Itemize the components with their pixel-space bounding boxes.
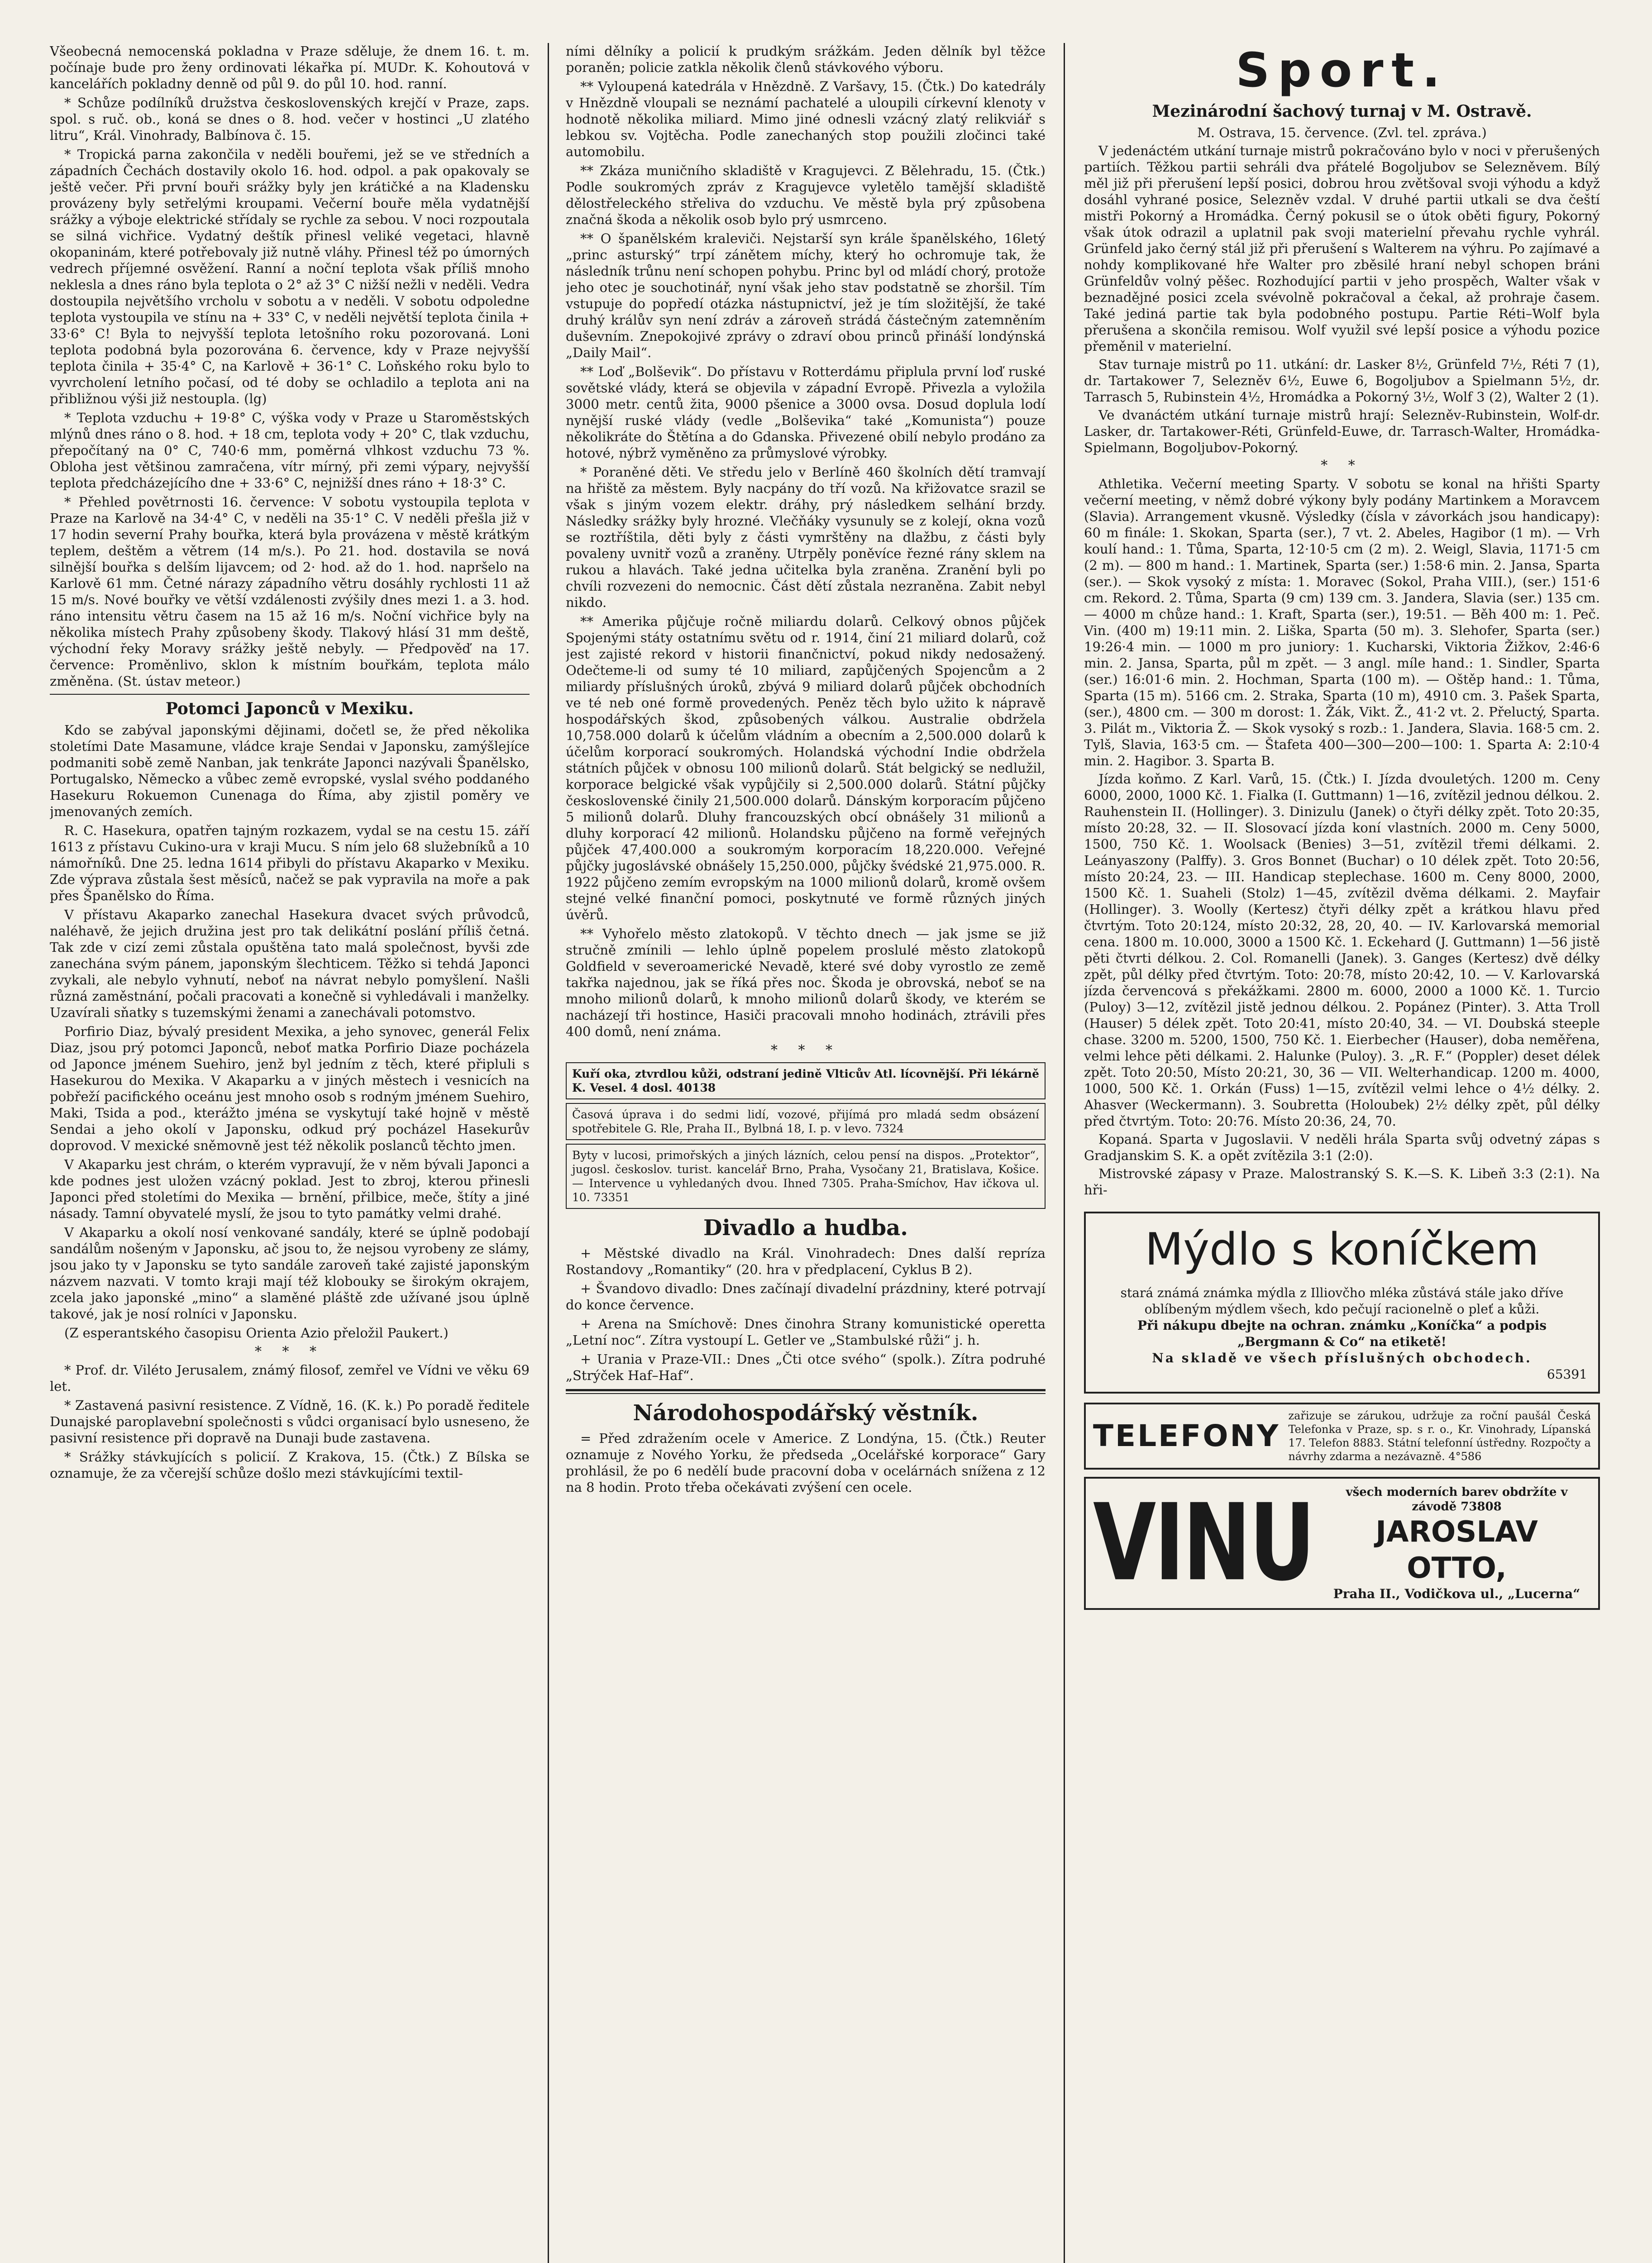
news-item: ními dělníky a policií k prudkým srážkám. Jeden dělník byl těžce poraněn; policie zatkla několik členů stávkového výboru. xyxy=(566,43,1046,75)
telephone-advertisement xyxy=(1084,1403,1600,1470)
football-report: Kopaná. Sparta v Jugoslavii. V neděli hrála Sparta svůj odvetný zápas s Gradjanskim S. K. a opět zvítězila 3:1 (2:0). xyxy=(1084,1132,1600,1163)
ad-number: 65391 xyxy=(1547,1367,1587,1382)
theatre-item: + Městské divadlo na Král. Vinohradech: Dnes další repríza Rostandovy „Romantiky“ (20. hra v předplacení, Cyklus B 2). xyxy=(566,1246,1046,1277)
divider xyxy=(566,1389,1046,1394)
article-paragraph: V jedenáctém utkání turnaje mistrů pokračováno bylo v noci v přerušených partiích. Těžkou partii sehráli dva přátelé Bogoljubov se Selezněvem. Bílý měl již při přerušení lepší posici, dobrou hrou zvětšoval svoji výhodu a když dosáhl vyhrané posice, Selezněv vzdal. V druhé partii utkali se dva čeští mistři Pokorný a Hromádka. Černý pokusil se o útok oběti figury, Pokorný však útok odrazil a uplatnil pak svoji materielní převahu rychle vyhrál. Grünfeld jako černý stál již při přerušení s Walterem na výhru. Po zajímavé a nohdy komplikované hře Walter pro zběsilé hraní nebyl schopen bráni Grünfeldův volný pěšec. Rozhodující partii v jeho prospěch, Walter však v beznadějné posici zcela svévolně pokračoval a čekal, až prohraje časem. Také jediná partie tak byla podobného postupu. Partie Réti–Wolf byla přerušena a skončila remisou. Wolf využil své lepší posice a výhodu pozice přeměnil v materielní. xyxy=(1084,143,1600,354)
news-item: * Prof. dr. Viléto Jerusalem, známý filosof, zemřel ve Vídni ve věku 69 let. xyxy=(50,1362,530,1394)
article-source: (Z esperantského časopisu Orienta Azio přeložil Paukert.) xyxy=(64,1325,449,1341)
separator-stars: * * xyxy=(1321,458,1363,473)
classified-ad: Kuří oka, ztvrdlou kůži, odstraní jedině Vlticův Atl. lícovnější. Při lékárně K. Vesel. 4 dosl. 40138 xyxy=(566,1062,1046,1099)
article-paragraph: R. C. Hasekura, opatřen tajným rozkazem, vydal se na cestu 15. září 1613 z přístavu Cukino-ura v kraji Mucu. S ním jelo 68 služebníků a 10 námořníků. Dne 25. ledna 1614 přibyli do přístavu Akaparko v Mexiku. Zde výprava zůstala šest měsíců, načež se pak vypravila na moře a pak přes Španělsko do Říma. xyxy=(50,823,530,903)
news-item: ** Vyloupená katedrála v Hnězdně. Z Varšavy, 15. (Čtk.) Do katedrály v Hnězdně vloupali se neznámí pachatelé a uloupili církevní klenoty v hodnotě několika miliard. Mimo jiné odnesli vzácný zlatý relikviář s lebkou sv. Vojtěcha. Podle zanechaných stop použili zločinci také automobilu. xyxy=(566,79,1046,159)
news-item: * Přehled povětrnosti 16. července: V sobotu vystoupila teplota v Praze na Karlově na 34·4° C, v neděli na 35·1° C. V neděli přešla již v 17 hodin severní Prahy bouřka, která byla provázena v městě krátkým teplem, deštěm a větrem (14 m/s.). Po 21. hod. dostavila se nová silnější bouřka s delším lijavcem; od 2· hod. až do 1. hod. napršelo na Karlově 61 mm. Četné nárazy západního větru dosáhly rychlosti 11 až 15 m/s. Nové bouřky ve větší vzdálenosti zvýšily dnes mezi 1. a 3. hod. ráno intensitu větru časem na 15 až 16 m/s. Noční vichřice byly na několika místech Prahy způsobeny škody. Tlakový hlásí 31 mm deště, východní řeky Moravy srážky ještě nebyly. — Předpověď na 17. července: Proměnlivo, sklon k místním bouřkám, teplota málo změněna. (St. ústav meteor.) xyxy=(50,494,530,689)
article-paragraph: V přístavu Akaparko zanechal Hasekura dvacet svých průvodců, naléhavě, že jejich družina jest pro tak delikátní poslání příliš četná. Tak zde v cizí zemi zůstala opuštěna tato malá společnost, byvši zde zanechána svým pánem, japonským šlechticem. Těžko si tehdá Japonci zvykali, ale nebylo vyhnutí, neboť na návrat nebylo pomyšlení. Našli různá zaměstnání, počali pracovati a konečně si vyhledávali i manželky. Uzavírali sňatky s tuzemskými ženami a zanechávali potomstvo. xyxy=(50,907,530,1020)
economy-item: = Před zdražením ocele v Americe. Z Londýna, 15. (Čtk.) Reuter oznamuje z Nového Yorku, že předseda „Ocelářské korporace“ Gary prohlásil, že po 6 nedělí bude pracovní doba v ocelárnách snížena z 12 na 8 hodin. Proto třeba očekávati zvýšení cen ocele. xyxy=(566,1431,1046,1495)
vinu-logo: VINU xyxy=(1093,1481,1314,1605)
article-paragraph: Stav turnaje mistrů po 11. utkání: dr. Lasker 8½, Grünfeld 7½, Réti 7 (1), dr. Tartakower 7, Selezněv 6½, Euwe 6, Bogoljubov a Spielmann 5½, dr. Tarrasch 5, Rubinstein 4½, Hromádka a Pokorný 3½, Wolf 3 (2), Walter 2 (1). xyxy=(1084,357,1600,405)
soap-advertisement xyxy=(1084,1212,1600,1394)
classified-ad: Časová úprava i do sedmi lidí, vozové, přijímá pro mladá sedm obsázení spotřebitele G. Rle, Praha II., Bylbná 18, I. p. v levo. 7324 xyxy=(566,1103,1046,1140)
dateline: M. Ostrava, 15. července. (Zvl. tel. zpráva.) xyxy=(1197,125,1487,140)
column-right xyxy=(1084,43,1600,2263)
news-item: * Schůze podílníků družstva československých krejčí v Praze, zaps. spol. s ruč. ob., koná se dnes o 8. hod. večer v hostinci „U zlatého litru“, Král. Vinohrady, Balbínova č. 15. xyxy=(50,95,530,143)
football-report: Mistrovské zápasy v Praze. Malostranský S. K.—S. K. Libeň 3:3 (2:1). Na hři- xyxy=(1084,1166,1600,1198)
theatre-item: + Urania v Praze-VII.: Dnes „Čti otce svého“ (spolk.). Zítra podruhé „Strýček Haf–Haf“. xyxy=(566,1351,1046,1383)
separator-stars: * * * xyxy=(770,1042,841,1058)
news-item: ** Loď „Bolševik“. Do přístavu v Rotterdámu připlula první loď ruské sovětské vlády, která se objevila v západní Evropě. Přivezla a vyložila 3000 metr. centů žita, 9000 pšenice a 3000 ovsa. Dosud doplula lodí nynější ruské vlády (vedle „Bolševika“ také „Komunista“) pouze několikráte do Štětína a do Gdanska. Přivezené obilí nebylo prodáno za hotové, nýbrž vyměněno za průmyslové výrobky. xyxy=(566,364,1046,461)
news-item: ** Zkáza muničního skladiště v Kragujevci. Z Bělehradu, 15. (Čtk.) Podle soukromých zpráv z Kragujevce vyletělo tamější skladiště dělostřeleckého střeliva do vzduchu. Ve městě byla prý způsobena značná škoda a několik osob bylo prý usmrceno. xyxy=(566,163,1046,227)
theatre-item: + Švandovo divadlo: Dnes začínají divadelní prázdniny, které potrvají do konce července. xyxy=(566,1281,1046,1313)
column-middle xyxy=(566,43,1046,2263)
classified-ad: Byty v lucosi, primořských a jiných lázních, celou pensí na dispos. „Protektor“, jugosl. českoslov. turist. kancelář Brno, Praha, Vysočany 21, Bratislava, Košice. — Intervence u vyhledaných dvou. Ihned 7305. Praha-Smíchov, Hav ičkova ul. 10. 73351 xyxy=(566,1144,1046,1209)
article-paragraph: V Akaparku jest chrám, o kterém vypravují, že v něm bývali Japonci a kde podnes jest uložen vzácný poklad. Jest to zbroj, kterou přinesli Japonci před stoletími do Mexika — brnění, přilbice, meče, štíty a jiné násady. Tamní obyvatelé myslí, že jsou to tyto památky velmi drahé. xyxy=(50,1157,530,1221)
article-paragraph: Porfirio Diaz, bývalý president Mexika, a jeho synovec, generál Felix Diaz, jsou prý potomci Japonců, neboť matka Porfirio Diaze pocházela od Japonce jménem Suehiro, jenž byl jedním z těch, které připluli s Hasekurou do Mexika. V Akaparku a v jiných městech i vesnicích na pobřeží pacifického oceánu jest mnoho osob s rodným jménem Suehiro, Maki, Tsida a pod., kterážto jména se vyskytují také hojně v městě Sendai a jeho okolí v Japonsku, odkud prý pocházel Hasekurův doprovod. V mexické sněmovně jest též několik poslanců těchto jmen. xyxy=(50,1024,530,1153)
article-paragraph: V Akaparku a okolí nosí venkované sandály, které se úplně podobají sandálům nošeným v Japonsku, ač jsou to, že nejsou vyrobeny ze slámy, jsou jako ty v Japonsku se tyto sandále zaroveň také zajisté japonským názvem nazvati. V tomto kraji mají též klobouky se širokým okrajem, zcela jako japonské „mino“ a slaměné pláště zde užívané jsou úplně takové, jak je nosí rolníci v Japonsku. xyxy=(50,1225,530,1322)
telefony-text: zařizuje se zárukou, udržuje za roční paušál Česká Telefonka v Praze, sp. s r. o., Kr. Vinohrady, Lípanská 17. Telefon 8883. Státní telefonní ústředny. Rozpočty a návrhy zdarma a nezávazně. 4°586 xyxy=(1288,1409,1591,1463)
news-item: ** Vyhořelo město zlatokopů. V těchto dnech — jak jsme se již stručně zmínili — lehlo úplně popelem proslulé město zlatokopů Goldfield v severoamerické Nevadě, které své doby vyrostlo ze země takřka najednou, jak se říká přes noc. Škoda je obrovská, neboť se na mnoho milionů dolarů, k mnoho milionů dolarů škody, ve kterém se nacházejí tři hostince, Hasiči pracovali mnoho hodinách, ztrávili přes 400 domů, není známa. xyxy=(566,926,1046,1039)
news-item: * Tropická parna zakončila v neděli bouřemi, jež se ve středních a západních Čechách dostavily okolo 16. hod. odpol. a pak opakovaly se ještě večer. Při první bouři srážky byly jen krátičké a na Kladensku provázeny byly setřelými kroupami. Večerní bouře měla vydatnější srážky a výboje elektrické střídaly se rychle za sebou. V noci rozpoutala se silná vichřice. Vydatný deštík přinesl veliké vegetaci, hlavně okopaninám, které potřebovaly již nutně vláhy. Přinesl též po úmorných vedrech příjemné osvěžení. Ranní a noční teplota však příliš mnoho neklesla a dnes ráno byla teplota o 2° až 3° C nižší nežli v neděli. Vedra dostoupila největšího vrcholu v sobotu a v neděli. V sobotu odpoledne teplota vystoupila ve stínu na + 33° C, v neděli největší teplota činila + 33·6° C! Byla to nejvyšší teplota letošního roku pozorovaná. Loni teplota podobná byla pozorována 6. července, kdy v Praze nejvyšší teplota činila + 35·4° C, na Karlově + 36·1° C. Loňského roku bylo to vyvrcholení letního počasí, od té doby se ochladilo a teplota ani na přibližnou výši již nestoupla. (lg) xyxy=(50,147,530,406)
athletics-report: Athletika. Večerní meeting Sparty. V sobotu se konal na hřišti Sparty večerní meeting, v němž dobré výkony byly podány Martinkem a Moravcem (Slavia). Arrangement vkusně. Výsledky (čísla v závorkách jsou handicapy): 60 m finále: 1. Skokan, Sparta (ser.), 7 vt. 2. Abeles, Hagibor (1 m). — Vrh koulí hand.: 1. Tůma, Sparta, 12·10·5 cm (2 m). 2. Weigl, Slavia, 1171·5 cm (2 m). — 800 m hand.: 1. Martinek, Sparta (ser.) 1:58·6 min. 2. Jansa, Sparta (ser.). — Skok vysoký z místa: 1. Moravec (Sokol, Praha VIII.), (ser.) 151·6 cm. Rekord. 2. Tůma, Sparta (9 cm) 139 cm. 3. Jandera, Slavia (ser.) 135 cm. — 4000 m chůze hand.: 1. Kraft, Sparta (ser.), 19:51. — Běh 400 m: 1. Peč. Vin. (400 m) 19:11 min. 2. Liška, Sparta (50 m). 3. Slehofer, Sparta (ser.) 19:26·4 min. — 1000 m pro juniory: 1. Kucharski, Viktoria Žižkov, 2:46·6 min. 2. Jansa, Sparta, půl m zpět. — 3 angl. míle hand.: 1. Sindler, Sparta (ser.) 16:01·6 min. 2. Hochman, Sparta (100 m). — Oštěp hand.: 1. Tůma, Sparta (15 m). 5166 cm. 2. Straka, Sparta (10 m), 4910 cm. 3. Pašek Sparta, (ser.), 4800 cm. — 300 m dorost: 1. Žák, Vikt. Ž., 41·2 vt. 2. Přeluctý, Sparta. 3. Pilát m., Viktoria Ž. — Skok vysoký s rozb.: 1. Jandera, Slavia. 168·5 cm. 2. Tylš, Slavia, 163·5 cm. — Štafeta 400—300—200—100: 1. Sparta A: 2:10·4 min. 2. Hagibor. 3. Sparta B. xyxy=(1084,476,1600,769)
separator-stars: * * * xyxy=(254,1344,325,1360)
article-paragraph: Kdo se zabýval japonskými dějinami, dočetl se, že před několika stoletími Date Masamune, vládce kraje Sendai v Japonsku, zamýšlejíce podmaniti sobě země Nanban, jak tenkráte Japonci nazývali Španělsko, Portugalsko, Německo a vůbec země evropské, vyslal svého poddaného Hasekuru Rokuemon Cunenaga do Říma, aby zjistil poměry ve jmenovaných zemích. xyxy=(50,722,530,819)
telefony-logo: TELEFONY xyxy=(1093,1418,1280,1453)
news-item: * Poraněné děti. Ve středu jelo v Berlíně 460 školních dětí tramvají na hřiště za městem. Byly nacpány do tří vozů. Na křižovatce srazil se však s jiným vozem elektr. dráhy, prý následkem selhání brzdy. Následky srážky byly hrozné. Vlečňáky vysunuly se z kolejí, okna vozů se roztříštila, děti byly z části vymrštěny na dlažbu, z části byly povaleny uvnitř vozů a zraněny. Utrpěly poněvíce řezné rány sklem na rukou a hlavách. Také jedna učitelka byla zraněna. Zranění byli po chvíli rozvezeni do nemocnic. Část dětí zůstala nezraněna. Zabit nebyl nikdo. xyxy=(566,464,1046,610)
horse-racing-report: Jízda koňmo. Z Karl. Varů, 15. (Čtk.) I. Jízda dvouletých. 1200 m. Ceny 6000, 2000, 1000 Kč. 1. Fialka (I. Guttmann) 1—16, zvítězil jednou délkou. 2. Rauhenstein II. (Hollinger). 3. Dinizulu (Janek) o čtyři délky zpět. Toto 20:35, místo 20:28, 32. — II. Slosovací jízda koní vlastních. 2000 m. Ceny 5000, 1500, 750 Kč. 1. Woolsack (Benies) 3—51, zvítězil třemi délkami. 2. Leányaszony (Palffy). 3. Gros Bonnet (Buchar) o 10 délek zpět. Toto 20:56, místo 20:24, 23. — III. Handicap steplechase. 1600 m. Ceny 8000, 2000, 1500 Kč. 1. Suaheli (Stolz) 1—45, zvítězil dvěma délkami. 2. Mayfair (Hollinger). 3. Woolly (Kertesz) čtyři délky zpět a krátkou hlavu před čtvrtým. Toto 20:124, místo 20:32, 28, 20, 40. — IV. Karlovarská memorial cena. 1800 m. 10.000, 3000 a 1500 Kč. 1. Eckehard (J. Guttmann) 1—56 jistě pěti čtvrti délkou. 2. Col. Romanelli (Janek). 3. Ganges (Kertesz) dvě délky zpět, půl délky před čtvrtým. Toto: 20:78, místo 20:42, 10. — V. Karlovarská jízda červencová s překážkami. 2800 m. 6000, 2000 a 1000 Kč. 1. Turcio (Puloy) 3—12, zvítězil jistě jednou délkou. 2. Popánez (Pinter). 3. Atta Troll (Hauser) 5 délek zpět. Toto 20:41, místo 20:40, 34. — VI. Doubská steeple chase. 3200 m. 5200, 1500, 750 Kč. 1. Eierbecher (Hauser), doba neměřena, velmi lehce pěti délkami. 2. Halunke (Puloy). 3. „R. F.“ (Poppler) deset délek zpět. Toto 20:50, Místo 20:21, 30, 36 — VII. Welterhandicap. 1200 m. 4000, 1000, 500 Kč. 1. Orkán (Fuss) 1—15, zvítězil velmi lehce o 4½ délky. 2. Ahasver (Weckermann). 3. Soubretta (Holoubek) 2½ délky zpět, půl délky před čtvrtým. Toto: 20:76. Místo 20:36, 24, 70. xyxy=(1084,771,1600,1129)
vinu-tagline: všech moderních barev obdržíte v závodě 73808 xyxy=(1346,1485,1568,1513)
article-paragraph: Ve dvanáctém utkání turnaje mistrů hrají: Selezněv-Rubinstein, Wolf-dr. Lasker, dr. Tartakower-Réti, Grünfeld-Euwe, dr. Tarrasch-Walter, Hromádka-Spielmann, Bogoljubov-Pokorný. xyxy=(1084,407,1600,455)
vinu-address: Praha II., Vodičkova ul., „Lucerna“ xyxy=(1333,1586,1580,1601)
section-title-theatre: Divadlo a hudba. xyxy=(703,1215,908,1241)
paint-advertisement xyxy=(1084,1477,1600,1610)
theatre-item: + Arena na Smíchově: Dnes činohra Strany komunistické operetta „Letní noc“. Zítra vystoupí L. Getler ve „Stambulské růži“ j. h. xyxy=(566,1316,1046,1348)
news-item: * Srážky stávkujících s policií. Z Krakova, 15. (Čtk.) Z Bílska se oznamuje, že za včerejší schůze došlo mezi stávkujícími textil- xyxy=(50,1449,530,1481)
news-item: * Zastavená pasivní resistence. Z Vídně, 16. (K. k.) Po poradě ředitele Dunajské paroplavební společnosti s vůdci organisací bylo usneseno, že pasivní resistence při dopravě na Dunaji bude zastavena. xyxy=(50,1398,530,1446)
column-rule xyxy=(1064,43,1065,2263)
news-item: ** O španělském kraleviči. Nejstarší syn krále španělského, 16letý „princ asturský“ trpí zánětem míchy, který ho ochromuje tak, že následník trůnu není schopen pohybu. Princ byl od mládí chorý, protože jeho otec je souchotinář, nyní však jeho stav podstatně se zhoršil. Tím vstupuje do popředí otázka nástupnictví, jež je tím složitější, že také druhý králův syn není zdráv a zároveň strádá částečným zatemněním duševním. Znepokojivé zprávy o zdraví obou princů přináší londýnská „Daily Mail“. xyxy=(566,231,1046,360)
news-item: * Teplota vzduchu + 19·8° C, výška vody v Praze u Staroměstských mlýnů dnes ráno o 8. hod. + 18 cm, teplota vody + 20° C, tlak vzduchu, přepočítaný na 0° C, 740·6 mm, poměrná vlhkost vzduchu 73 %. Obloha jest většinou zamračena, vítr mírný, při zemi výpary, nejvyšší teplota předcházejícího dne + 33·6° C, nejnižší dnes ráno + 18·3° C. xyxy=(50,410,530,491)
soap-ad-title: Mýdlo s koníčkem xyxy=(1145,1224,1539,1275)
news-item: Všeobecná nemocenská pokladna v Praze sděluje, že dnem 16. t. m. počínaje bude pro ženy ordinovati lékařka pí. MUDr. K. Kohoutová v kancelářích pokladny denně od půl 9. do půl 10. hod. ranní. xyxy=(50,43,530,91)
article-title: Mezinárodní šachový turnaj v M. Ostravě. xyxy=(1152,102,1532,121)
column-rule xyxy=(548,43,549,2263)
soap-ad-text: Při nákupu dbejte na ochran. známku „Koníčka“ a podpis „Bergmann & Co“ na etiketě! xyxy=(1137,1318,1547,1349)
newspaper-page xyxy=(50,43,1611,2263)
divider xyxy=(50,694,530,695)
vinu-company: JAROSLAV OTTO, xyxy=(1375,1515,1538,1585)
soap-ad-text: stará známá známka mýdla z Illiovčho mléka zůstává stále jako dříve oblíbeným mýdlem všech, kdo pečují racionelně o pleť a kůži. xyxy=(1120,1285,1564,1317)
news-item: ** Amerika půjčuje ročně miliardu dolarů. Celkový obnos půjček Spojenými státy ostatnímu světu od r. 1914, činí 21 miliard dolarů, což jest zajisté rekord v historii finančnictví, pokud nikdy nedosažený. Odečteme-li od sumy té 10 miliard, zapůjčených Spojencům a 2 miliardy příslušných úroků, zbývá 9 miliard dolarů půjček obchodních ve té neb oné formě provedených. Peněz těch bylo užito k nápravě hospodářských škod, způsobených válkou. Australie obdržela 10,758.000 dolarů k účelům vládním a obecním a 2,500.000 dolarů k účelům korporací soukromých. Holandská východní Indie obdržela státních půjček v obnosu 100 milionů dolarů. Stát belgický se nedlužil, korporace belgické však vypůjčily si 2,500.000 dolarů. Státní půjčky československé činily 21,500.000 dolarů. Dánským korporacím půjčeno 5 milionů dolarů. Dluhy francouzských obcí obnášely 31 milionů a dluhy korporací 42 milionů. Holandsku půjčeno na formě veřejných půjček 47,400.000 a soukromým korporacím 18,220.000. Veřejné půjčky jugoslávské obnášely 15,250.000, půjčky švédské 21,975.000. R. 1922 půjčeno zemím evropským na 1000 milionů dolarů, kromě ovšem stejné velké finanční pomoci, poskytnuté ve formě různých jiných úvěrů. xyxy=(566,614,1046,922)
article-title: Potomci Japonců v Mexiku. xyxy=(165,699,414,718)
soap-ad-text: Na skladě ve všech příslušných obchodech. xyxy=(1152,1351,1532,1365)
column-left xyxy=(50,43,530,2263)
section-title-sport: Sport. xyxy=(1236,43,1448,98)
section-title-economy: Národohospodářský věstník. xyxy=(633,1400,979,1426)
